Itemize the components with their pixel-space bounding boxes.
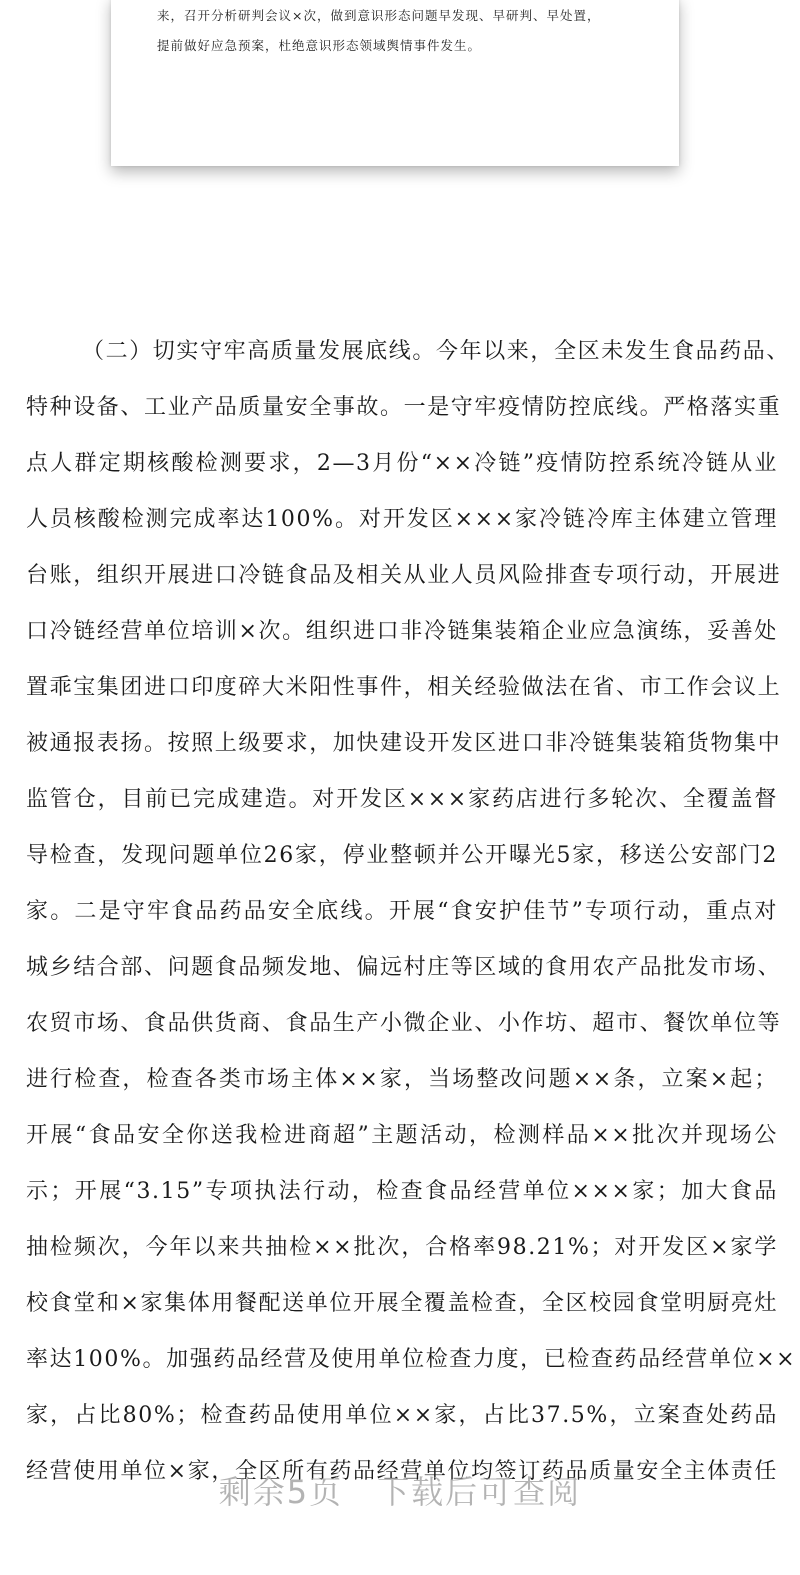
paragraph-line: 点人群定期核酸检测要求，2—3月份“××冷链”疫情防控系统冷链从业 bbox=[26, 451, 778, 476]
paragraph-line: 抽检频次，今年以来共抽检××批次，合格率98.21%；对开发区×家学 bbox=[26, 1235, 778, 1260]
paragraph-line: （二）切实守牢高质量发展底线。今年以来，全区未发生食品药品、 bbox=[82, 339, 791, 364]
paragraph-line: 农贸市场、食品供货商、食品生产小微企业、小作坊、超市、餐饮单位等 bbox=[26, 1011, 782, 1036]
paragraph-line: 校食堂和×家集体用餐配送单位开展全覆盖检查，全区校园食堂明厨亮灶 bbox=[26, 1291, 778, 1316]
download-prompt-banner[interactable] bbox=[0, 1462, 800, 1522]
paragraph-line: 经营使用单位×家，全区所有药品经营单位均签订药品质量安全主体责任 bbox=[26, 1459, 778, 1484]
paragraph-line: 家，占比80%；检查药品使用单位××家，占比37.5%，立案查处药品 bbox=[26, 1403, 778, 1428]
previous-page-line: 提前做好应急预案，杜绝意识形态领域舆情事件发生。 bbox=[157, 38, 482, 53]
remaining-pages-label: 剩余5页 bbox=[218, 1473, 344, 1511]
previous-page-line: 来，召开分析研判会议×次，做到意识形态问题早发现、早研判、早处置， bbox=[157, 8, 601, 23]
paragraph-line: 城乡结合部、问题食品频发地、偏远村庄等区域的食用农产品批发市场、 bbox=[26, 955, 782, 980]
previous-page-preview bbox=[111, 0, 679, 166]
paragraph-line: 开展“食品安全你送我检进商超”主题活动，检测样品××批次并现场公 bbox=[26, 1123, 778, 1148]
paragraph-line: 进行检查，检查各类市场主体××家，当场整改问题××条，立案×起； bbox=[26, 1067, 778, 1092]
paragraph-line: 家。二是守牢食品药品安全底线。开展“食安护佳节”专项行动，重点对 bbox=[26, 899, 778, 924]
paragraph-line: 口冷链经营单位培训×次。组织进口非冷链集装箱企业应急演练，妥善处 bbox=[26, 619, 778, 644]
paragraph-line: 被通报表扬。按照上级要求，加快建设开发区进口非冷链集装箱货物集中 bbox=[26, 731, 782, 756]
document-body bbox=[26, 324, 797, 1500]
paragraph-line: 率达100%。加强药品经营及使用单位检查力度，已检查药品经营单位×× bbox=[26, 1347, 797, 1372]
paragraph-line: 示；开展“3.15”专项执法行动，检查食品经营单位×××家；加大食品 bbox=[26, 1179, 778, 1204]
paragraph-line: 人员核酸检测完成率达100%。对开发区×××家冷链冷库主体建立管理 bbox=[26, 507, 778, 532]
paragraph-line: 置乖宝集团进口印度碎大米阳性事件，相关经验做法在省、市工作会议上 bbox=[26, 675, 782, 700]
download-to-view-label: 下载后可查阅 bbox=[377, 1473, 582, 1511]
paragraph-line: 导检查，发现问题单位26家，停业整顿并公开曝光5家，移送公安部门2 bbox=[26, 843, 778, 868]
paragraph-line: 特种设备、工业产品质量安全事故。一是守牢疫情防控底线。严格落实重 bbox=[26, 395, 782, 420]
paragraph-line: 台账，组织开展进口冷链食品及相关从业人员风险排查专项行动，开展进 bbox=[26, 563, 782, 588]
paragraph-line: 监管仓，目前已完成建造。对开发区×××家药店进行多轮次、全覆盖督 bbox=[26, 787, 778, 812]
